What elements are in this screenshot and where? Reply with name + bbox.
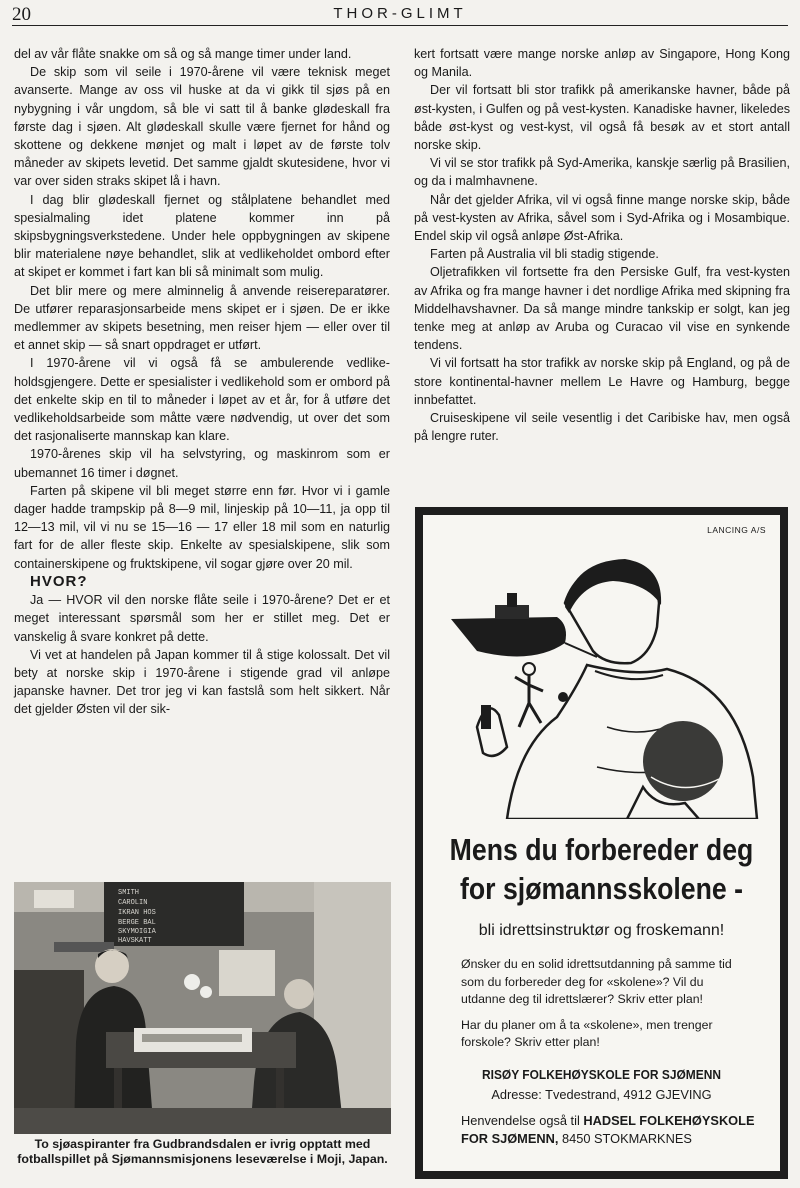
board-line: SMITH xyxy=(118,889,140,897)
contact-place: 8450 STOKMARKNES xyxy=(561,1131,692,1146)
board-line: IKRAN HOS xyxy=(118,909,156,917)
article-photo xyxy=(14,882,391,1134)
page-number: 20 xyxy=(12,4,31,25)
school-advertisement xyxy=(415,507,788,1179)
advert-subheadline: bli idrettsinstruktør og froskemann! xyxy=(478,922,725,939)
article-paragraph: Vi vil se stor trafikk på Syd-Amerika, kanskje særlig på Brasilien, og da i malmhavnene. xyxy=(414,156,790,189)
advert-school-name: RISØY FOLKEHØYSKOLE FOR SJØMENN xyxy=(481,1067,721,1082)
board-line: HAVSKATT xyxy=(118,937,152,945)
article-paragraph: del av vår flåte snakke om så og så mange timer under land. xyxy=(14,47,352,61)
advert-agency: LANCING A/S xyxy=(707,525,766,535)
header-rule xyxy=(12,25,788,26)
article-paragraph: Farten på Australia vil bli stadig stigende. xyxy=(430,247,659,262)
article-paragraph: Det blir mere og mere alminnelig å anvende reisereparatører. De utfører reparasjonsarbeide mens skipet er i sjøen. De er ikke medlemmer av skipets besetning, men reiser hjem — eller over til et annet skip — så snart oppdraget er utført. xyxy=(14,283,390,353)
article-paragraph: Oljetrafikken vil fortsette fra den Persiske Gulf, fra vest-kysten av Afrika og fra mange havner i det nordlige Afrika med skipning fra Middelhavshavner. Da så mange mindre tankskip er solgt, kan jeg tenke meg at anløp av Aruba og Curacao vil vise en synkende tendens. xyxy=(414,265,790,353)
section-heading: HVOR? xyxy=(30,572,88,590)
magazine-title: THOR-GLIMT xyxy=(333,5,467,22)
article-paragraph: Vi vet at handelen på Japan kommer til å stige kolossalt. Det vil bety at norske skip i 1970-årene i stigende grad vil anløpe japanske havner. Det tror jeg vi kan fastslå som helt sikkert. Når det gjelder Østen vil der sik- xyxy=(14,647,390,717)
advert-address: Adresse: Tvedestrand, 4912 GJEVING xyxy=(491,1087,712,1102)
advert-paragraph: Ønsker du en solid idrettsutdanning på samme tid som du forbereder deg for «skolene»? Vil du utdanne deg til idrettslærer? Skriv etter plan! xyxy=(461,957,732,1006)
article-paragraph: Vi vil fortsatt ha stor trafikk av norske skip på England, og på de store kontinental-havner mellem Le Havre og Hamburg, begge innbefattet. xyxy=(414,356,790,407)
advert-contact xyxy=(461,1112,761,1148)
advert-body xyxy=(461,956,751,1060)
article-paragraph: Cruiseskipene vil seile vesentlig i det Caribiske hav, men også på lengre ruter. xyxy=(414,411,790,444)
article-paragraph: I dag blir glødeskall fjernet og stålplatene behandlet med spesialmaling idet platene kommer inn på skipsbygningsverkstedene. Under hele oppbygningen av skipene blir materialene nøye behandlet, slik at vedlikeholdet ombord efter at skipet er kommet i fart kan bli så minimalt som mulig. xyxy=(14,192,390,280)
board-line: BERGE BAL xyxy=(118,919,156,927)
article-paragraph: Farten på skipene vil bli meget større enn før. Hvor vi i gamle dager hadde trampskip på 8—9 mil, linjeskip på 10—11, ja opp til 12—13 mil, vil vi nu se 15—16 — 17 eller 18 mil som en naturlig fart for de aller fleste skip. Enkelte av spesialskipene, slik som containerskipene og fruktskipene, vil sogar gjøre over 20 mil. xyxy=(14,483,390,571)
contact-school: HADSEL FOLKEHØYSKOLE FOR SJØMENN, xyxy=(461,1113,755,1146)
photo-caption: To sjøaspiranter fra Gudbrandsdalen er ivrig opptatt med fotballspillet på Sjømannsmisjonens leseværelse i Moji, Japan. xyxy=(17,1137,388,1166)
board-line: CAROLIN xyxy=(118,899,148,907)
left-column xyxy=(14,45,390,719)
article-paragraph: kert fortsatt være mange norske anløp av Singapore, Hong Kong og Manila. xyxy=(414,47,790,80)
advert-headline-line: Mens du forbereder deg xyxy=(449,832,754,867)
advert-panel xyxy=(423,515,780,1171)
board-line: SKYMOIGIA xyxy=(118,928,156,936)
advert-headline xyxy=(448,830,755,908)
article-paragraph: 1970-årenes skip vil ha selvstyring, og maskinrom som er ubemannet 16 timer i døgnet. xyxy=(14,447,390,480)
right-column xyxy=(414,45,790,445)
article-paragraph: Når det gjelder Afrika, vil vi også finne mange norske skip, både på vest-kysten av Afrika, såvel som i Syd-Afrika og i Mosambique. Endel skip vil også anløpe Øst-Afrika. xyxy=(414,192,790,244)
article-paragraph: Ja — HVOR vil den norske flåte seile i 1970-årene? Det er et meget interessant spørsmål som her er stillet meg. Det er vanskelig å svare konkret på dette. xyxy=(14,593,390,644)
advert-illustration xyxy=(437,547,767,819)
advert-paragraph: Har du planer om å ta «skolene», men trenger forskole? Skriv etter plan! xyxy=(461,1017,713,1049)
advert-headline-line: for sjømannsskolene - xyxy=(460,871,743,906)
article-paragraph: De skip som vil seile i 1970-årene vil være teknisk meget avanserte. Mange av oss vil huske at da vi gikk til sjøs på en nybygning i vår ungdom, så ble vi satt til å banke glødeskall fra første dag i sjøen. Alt glødeskall skulle være fjernet for hånd og skottene og dekkene mønjet og malt i løpet av de første tolv måneder av skipets levetid. Det samme gjaldt skutesidene, hvor vi var over siden straks skipet lå i havn. xyxy=(14,65,390,189)
contact-prefix: Henvendelse også til xyxy=(461,1113,580,1128)
article-paragraph: Der vil fortsatt bli stor trafikk på amerikanske havner, både på øst-kysten, i Gulfen og på vest-kysten. Kanadiske havner, likeledes både øst-kyst og vest-kyst, vil også få besøk av et stort antall norske skip. xyxy=(414,83,790,153)
article-paragraph: I 1970-årene vil vi også få se ambulerende vedlikeholdsgjengere. Dette er spesialister i vedlikehold som er ombord på det enkelte skip en til to måneder i løpet av et år, for å utføre det vedlikeholdsarbeide som måtte være nødvendig, ut over det som det rasjonaliserte mannskap kan klare. xyxy=(14,356,390,444)
